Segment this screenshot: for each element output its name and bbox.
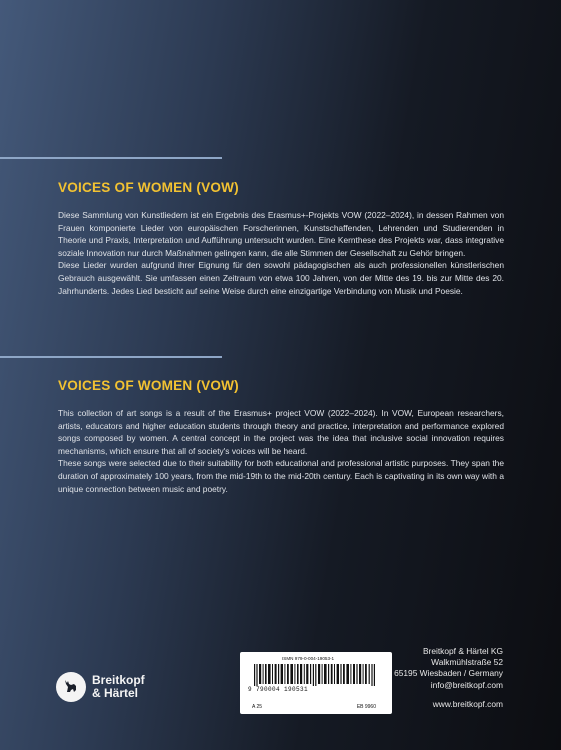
publisher-email: info@breitkopf.com [430,679,503,690]
english-heading: VOICES OF WOMEN (VOW) [58,378,239,393]
publisher-name: Breitkopf & Härtel KG [422,646,503,656]
logo-line-2: & Härtel [92,686,139,700]
german-text-block [58,209,504,297]
barcode-label [240,652,392,714]
logo-wordmark [92,674,145,701]
top-divider-line [0,157,222,159]
publisher-website: www.breitkopf.com [432,699,503,709]
barcode-isbn: ISMN 979-0-004-19053-1 [282,656,335,661]
german-heading: VOICES OF WOMEN (VOW) [58,180,239,195]
breitkopf-stag-icon [56,672,86,702]
publisher-city: 65195 Wiesbaden / Germany [394,668,503,679]
english-paragraph-1: This collection of art songs is a result of the Erasmus+ project VOW (2022–2024). In VOW, European researchers, artists, educators and higher education students through theory and practice, interpretation and performance explored songs composed by women. A central concept in the project was the idea that inclusive social innovation requires mechanisms, which ensure that all of society's voices will be heard. [58,408,504,456]
publisher-address [394,646,503,691]
barcode-bars [254,664,378,686]
logo-line-1: Breitkopf [92,672,145,687]
english-paragraph-2: These songs were selected due to their suitability for both educational and professional artistic purposes. They span the duration of approximately 100 years, from the mid-19th to the mid-20th century. Each is captivating in its own way with a unique connection between music and poetry. [58,458,504,494]
german-paragraph-1: Diese Sammlung von Kunstliedern ist ein Ergebnis des Erasmus+-Projekts VOW (2022–2024), in dessen Rahmen von Frauen komponierte Lieder von europäischen Forscherinnen, Kunstschaffenden, Lehrenden und Studierenden in Theorie und Praxis, Interpretation und Aufführung untersucht wurden. Eine Kernthese des Projekts war, dass integrative soziale Innovation nur durch Maßnahmen gelingen kann, die alle Stimmen der Gesellschaft zu Gehör bringen. [58,210,504,258]
english-text-block [58,407,504,495]
breitkopf-logo [56,672,145,702]
german-paragraph-2: Diese Lieder wurden aufgrund ihrer Eignung für den sowohl pädagogischen als auch professionellen künstlerischen Gebrauch ausgewählt. Sie umfassen einen Zeitraum von etwa 100 Jahren, von der Mitte des 19. bis zur Mitte des 20. Jahrhunderts. Jedes Lied besticht auf seine Weise durch eine einzigartige Verbindung von Musik und Poesie. [58,260,504,296]
barcode-number: 9 790004 190531 [248,686,309,693]
barcode-left-code: A 25 [252,704,263,710]
middle-divider-line [0,356,222,358]
publisher-street: Walkmühlstraße 52 [431,657,503,668]
barcode-right-code: EB 9960 [356,704,376,710]
